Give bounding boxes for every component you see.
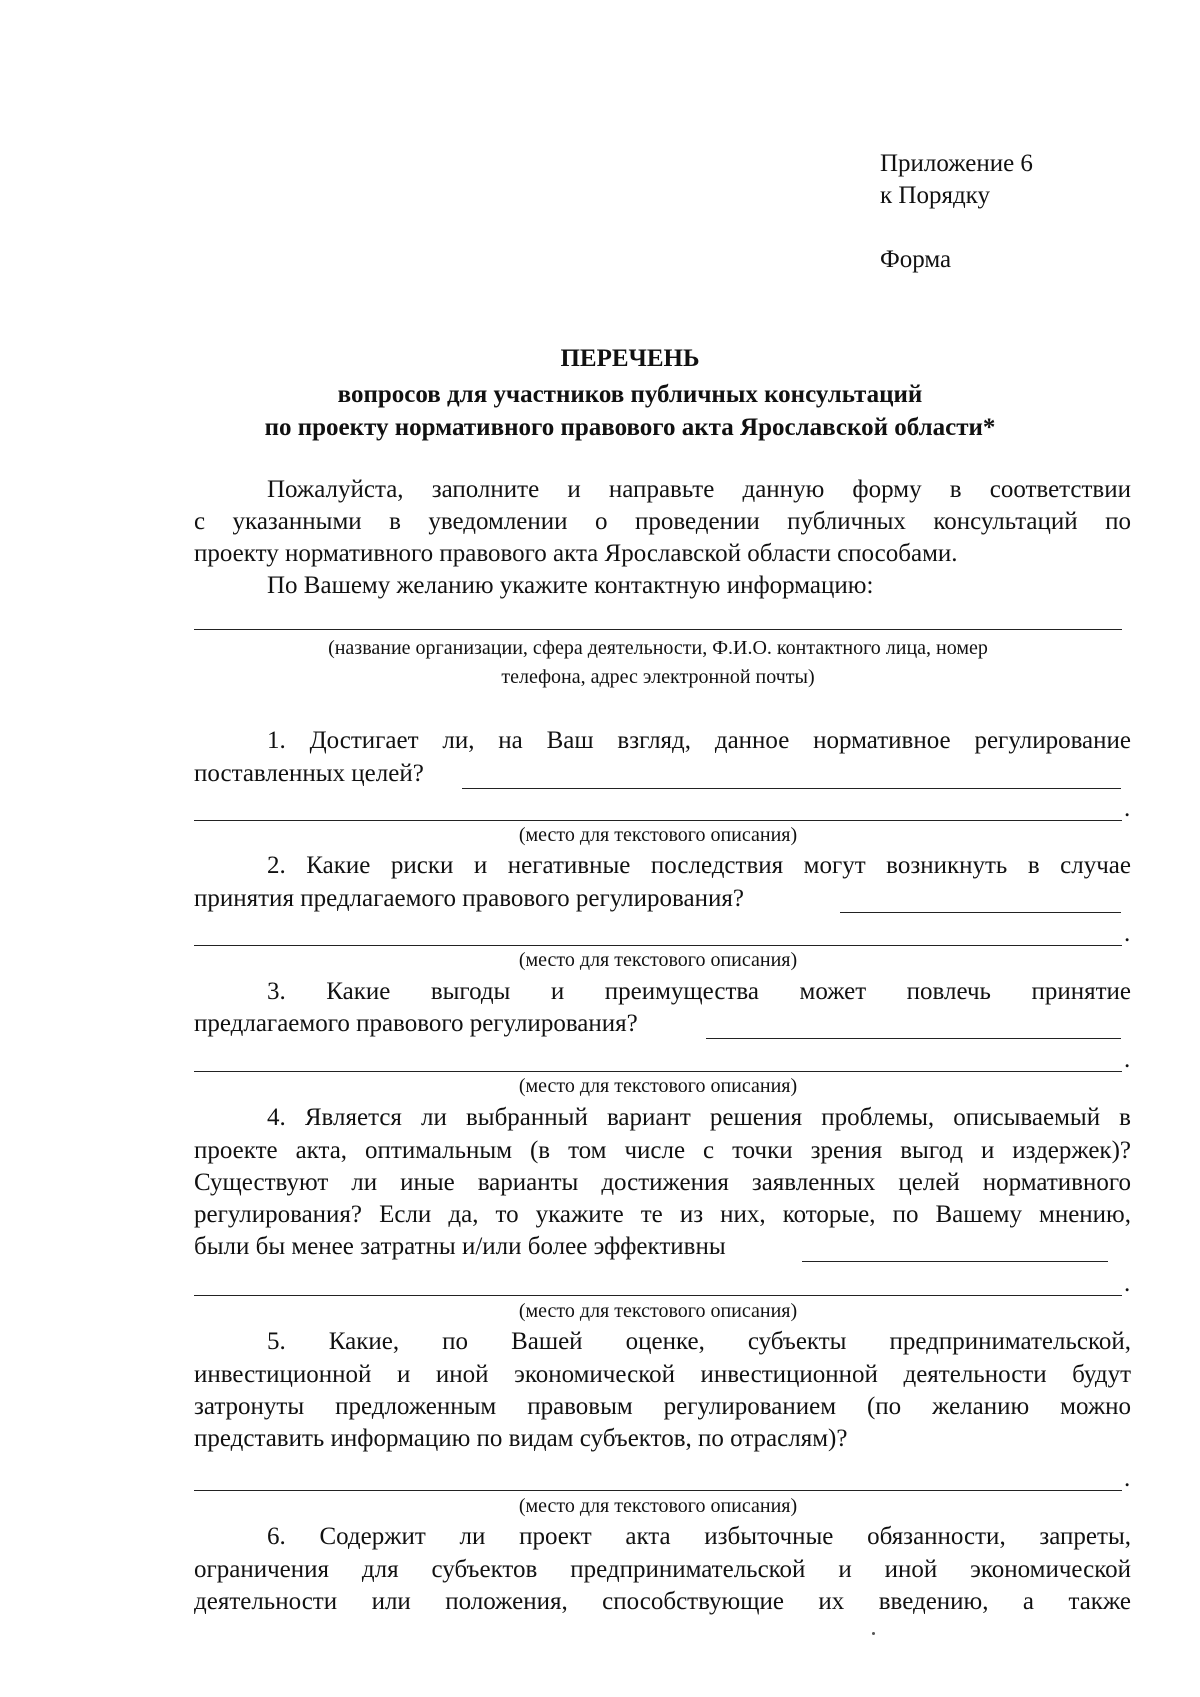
question-4-text: регулирования? Если да, то укажите те из них, которые, по Вашему мнению, <box>194 1201 1131 1228</box>
answer-4-field[interactable] <box>194 1295 1122 1296</box>
question-4-text: Существуют ли иные варианты достижения заявленных целей нормативного <box>194 1169 1131 1196</box>
line-end-dot: . <box>1124 1046 1131 1073</box>
contact-prompt: По Вашему желанию укажите контактную информацию: <box>267 572 874 599</box>
question-4-text: проекте акта, оптимальным (в том числе с точки зрения выгод и издержек)? <box>194 1137 1131 1164</box>
answer-4-field[interactable] <box>802 1261 1108 1262</box>
intro-text: Пожалуйста, заполните и направьте данную форму в соответствии <box>267 476 1131 503</box>
question-3-text: 3. Какие выгоды и преимущества может повлечь принятие <box>267 978 1131 1005</box>
space-hint: (место для текстового описания) <box>518 1300 798 1322</box>
contact-info-field[interactable] <box>194 629 1122 630</box>
question-5-text: инвестиционной и иной экономической инвестиционной деятельности будут <box>194 1361 1131 1388</box>
contact-hint: телефона, адрес электронной почты) <box>501 666 815 688</box>
question-2-text: 2. Какие риски и негативные последствия могут возникнуть в случае <box>267 852 1131 879</box>
space-hint: (место для текстового описания) <box>518 824 798 846</box>
form-label: Форма <box>880 246 952 273</box>
title-line: по проекту нормативного правового акта Ярославской области* <box>264 414 996 441</box>
line-end-dot: . <box>1124 795 1131 822</box>
intro-text: проекту нормативного правового акта Ярославской области способами. <box>194 540 958 567</box>
question-6-text: ограничения для субъектов предпринимательской и иной экономической <box>194 1556 1131 1583</box>
question-1-text: 1. Достигает ли, на Ваш взгляд, данное нормативное регулирование <box>267 727 1131 754</box>
answer-5-field[interactable] <box>194 1490 1122 1491</box>
question-1-text: поставленных целей? <box>194 760 424 787</box>
question-4-text: 4. Является ли выбранный вариант решения проблемы, описываемый в <box>267 1104 1131 1131</box>
title-line: вопросов для участников публичных консультаций <box>337 381 923 408</box>
question-5-text: затронуты предложенным правовым регулированием (по желанию можно <box>194 1393 1131 1420</box>
question-5-text: 5. Какие, по Вашей оценке, субъекты предпринимательской, <box>267 1328 1131 1355</box>
question-5-text: представить информацию по видам субъектов, по отраслям)? <box>194 1425 848 1452</box>
space-hint: (место для текстового описания) <box>518 949 798 971</box>
scan-speck <box>872 1632 875 1635</box>
answer-3-field[interactable] <box>194 1071 1122 1072</box>
appendix-number: Приложение 6 <box>880 150 1033 177</box>
question-2-text: принятия предлагаемого правового регулирования? <box>194 885 744 912</box>
question-6-text: 6. Содержит ли проект акта избыточные обязанности, запреты, <box>267 1523 1131 1550</box>
answer-2-field[interactable] <box>840 912 1121 913</box>
question-3-text: предлагаемого правового регулирования? <box>194 1010 638 1037</box>
space-hint: (место для текстового описания) <box>518 1075 798 1097</box>
title-line: ПЕРЕЧЕНЬ <box>560 345 700 372</box>
question-4-text: были бы менее затратны и/или более эффективны <box>194 1233 726 1260</box>
intro-text: с указанными в уведомлении о проведении публичных консультаций по <box>194 508 1131 535</box>
space-hint: (место для текстового описания) <box>518 1495 798 1517</box>
contact-hint: (название организации, сфера деятельности, Ф.И.О. контактного лица, номер <box>328 637 988 659</box>
line-end-dot: . <box>1124 920 1131 947</box>
appendix-reference: к Порядку <box>880 182 990 209</box>
question-6-text: деятельности или положения, способствующие их введению, а также <box>194 1588 1131 1615</box>
line-end-dot: . <box>1124 1465 1131 1492</box>
answer-3-field[interactable] <box>706 1038 1121 1039</box>
line-end-dot: . <box>1124 1270 1131 1297</box>
answer-2-field[interactable] <box>194 945 1122 946</box>
answer-1-field[interactable] <box>462 788 1121 789</box>
answer-1-field[interactable] <box>194 820 1122 821</box>
